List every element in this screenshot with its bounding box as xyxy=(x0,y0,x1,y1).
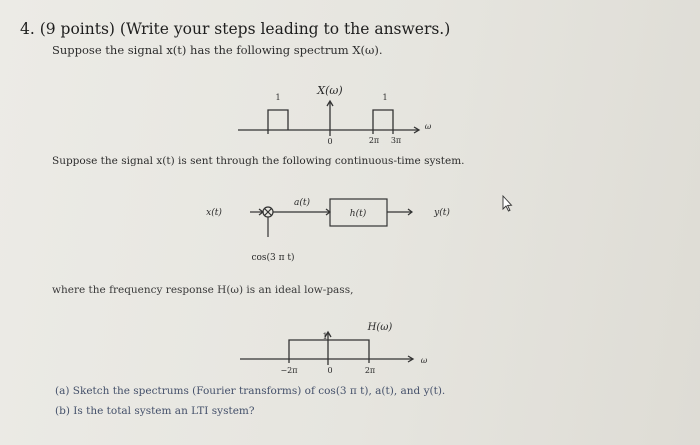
spectrum-axis-var: ω xyxy=(424,122,432,131)
filter-tick-neg: −2π xyxy=(280,366,298,375)
question-b: (b) Is the total system an LTI system? xyxy=(55,405,255,417)
spectrum-height-right: 1 xyxy=(382,93,388,102)
spectrum-tick-2pi: 2π xyxy=(368,136,380,145)
filter-tick-pos: 2π xyxy=(364,366,376,375)
spectrum-tick-zero: 0 xyxy=(327,137,333,146)
spectrum-intro: Suppose the signal x(t) has the following spectrum X(ω). xyxy=(52,43,383,57)
filter-tick-zero: 0 xyxy=(327,366,333,375)
spectrum-tick-3pi: 3π xyxy=(390,136,402,145)
filter-label: H(ω) xyxy=(367,322,393,333)
filter-axis-var: ω xyxy=(420,356,428,365)
lowpass-intro: where the frequency response H(ω) is an ideal low-pass, xyxy=(52,284,354,296)
filter-height-label: 1 xyxy=(322,332,328,341)
question-a: (a) Sketch the spectrums (Fourier transforms) of cos(3 π t), a(t), and y(t). xyxy=(55,385,446,397)
carrier-label: cos(3 π t) xyxy=(251,253,295,263)
input-signal-label: x(t) xyxy=(206,208,222,218)
spectrum-height-left: 1 xyxy=(275,93,281,102)
mixer-output-label: a(t) xyxy=(293,198,311,208)
problem-title: 4. (9 points) (Write your steps leading to the answers.) xyxy=(20,20,451,38)
filter-block-label: h(t) xyxy=(349,209,367,219)
system-intro: Suppose the signal x(t) is sent through the following continuous-time system. xyxy=(52,155,465,167)
output-signal-label: y(t) xyxy=(434,208,450,218)
spectrum-label: X(ω) xyxy=(317,84,343,97)
